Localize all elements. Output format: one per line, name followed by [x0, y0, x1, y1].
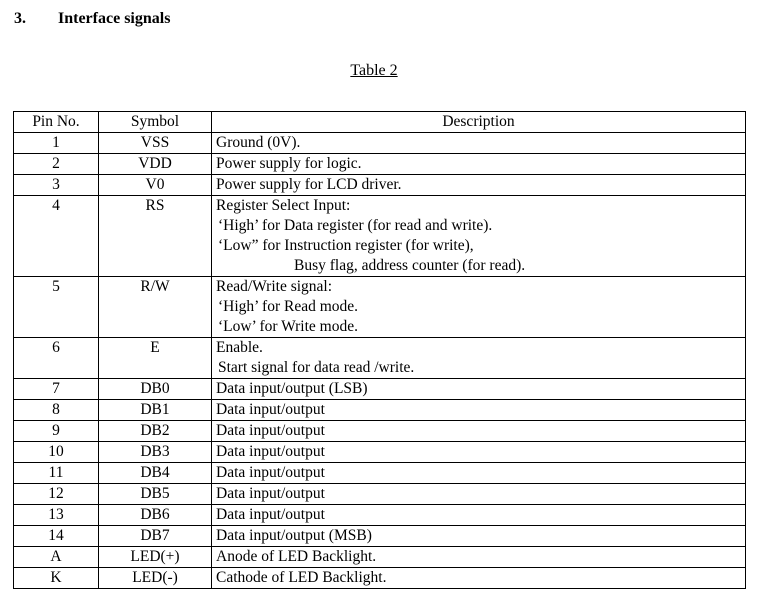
description-cell	[212, 568, 746, 589]
table-caption: Table 2	[350, 62, 398, 79]
description-line: Cathode of LED Backlight.	[216, 569, 387, 586]
pin-number-cell: 7	[14, 379, 99, 400]
header-pin-no: Pin No.	[14, 112, 99, 133]
pin-number-cell: 12	[14, 484, 99, 505]
table-body	[14, 133, 746, 589]
description-line: Data input/output	[216, 485, 325, 502]
description-line: Start signal for data read /write.	[218, 359, 415, 376]
description-line: Anode of LED Backlight.	[216, 548, 377, 565]
table-row	[14, 568, 746, 589]
pin-number-cell: 13	[14, 505, 99, 526]
description-cell	[212, 505, 746, 526]
description-line: Data input/output	[216, 506, 325, 523]
pin-number-cell: 4	[14, 196, 99, 277]
table-row	[14, 400, 746, 421]
section-title: Interface signals	[58, 10, 171, 27]
pin-number-cell: 8	[14, 400, 99, 421]
description-cell	[212, 379, 746, 400]
description-cell	[212, 277, 746, 338]
description-cell	[212, 175, 746, 196]
table-row	[14, 463, 746, 484]
symbol-cell: DB5	[99, 484, 212, 505]
symbol-cell: DB6	[99, 505, 212, 526]
description-cell	[212, 526, 746, 547]
pin-number-cell: 11	[14, 463, 99, 484]
section-heading	[14, 10, 170, 28]
description-line: Data input/output	[216, 422, 325, 439]
description-line: Data input/output	[216, 401, 325, 418]
table-row	[14, 421, 746, 442]
description-cell	[212, 421, 746, 442]
pin-number-cell: 1	[14, 133, 99, 154]
symbol-cell: V0	[99, 175, 212, 196]
pin-number-cell: K	[14, 568, 99, 589]
table-row	[14, 277, 746, 338]
pin-number-cell: A	[14, 547, 99, 568]
description-cell	[212, 463, 746, 484]
section-number: 3.	[14, 10, 26, 27]
symbol-cell: RS	[99, 196, 212, 277]
pin-number-cell: 9	[14, 421, 99, 442]
table-row	[14, 484, 746, 505]
description-line: Busy flag, address counter (for read).	[294, 257, 526, 274]
symbol-cell: VSS	[99, 133, 212, 154]
symbol-cell: DB3	[99, 442, 212, 463]
symbol-cell: DB4	[99, 463, 212, 484]
description-line: Power supply for LCD driver.	[216, 176, 402, 193]
table-row	[14, 379, 746, 400]
table-row	[14, 133, 746, 154]
symbol-cell: LED(+)	[99, 547, 212, 568]
table-caption-wrapper	[0, 62, 778, 80]
description-cell	[212, 154, 746, 175]
pin-number-cell: 5	[14, 277, 99, 338]
description-line: ‘Low” for Instruction register (for write),	[218, 237, 474, 254]
table-row	[14, 442, 746, 463]
table-row	[14, 338, 746, 379]
symbol-cell: LED(-)	[99, 568, 212, 589]
description-line: ‘High’ for Data register (for read and write).	[218, 217, 493, 234]
description-cell	[212, 196, 746, 277]
description-line: Data input/output	[216, 464, 325, 481]
symbol-cell: E	[99, 338, 212, 379]
description-line: Register Select Input:	[216, 197, 351, 214]
table-row	[14, 196, 746, 277]
table-row	[14, 526, 746, 547]
description-line: Power supply for logic.	[216, 155, 362, 172]
description-cell	[212, 484, 746, 505]
description-cell	[212, 547, 746, 568]
symbol-cell: DB0	[99, 379, 212, 400]
pin-number-cell: 6	[14, 338, 99, 379]
description-cell	[212, 442, 746, 463]
description-line: ‘High’ for Read mode.	[218, 298, 359, 315]
table-row	[14, 175, 746, 196]
table-row	[14, 547, 746, 568]
symbol-cell: DB1	[99, 400, 212, 421]
pin-number-cell: 2	[14, 154, 99, 175]
pin-number-cell: 3	[14, 175, 99, 196]
pin-number-cell: 10	[14, 442, 99, 463]
description-line: Read/Write signal:	[216, 278, 333, 295]
pin-number-cell: 14	[14, 526, 99, 547]
description-line: Data input/output (LSB)	[216, 380, 368, 397]
table-row	[14, 154, 746, 175]
symbol-cell: DB7	[99, 526, 212, 547]
header-description: Description	[212, 112, 746, 133]
description-cell	[212, 133, 746, 154]
symbol-cell: R/W	[99, 277, 212, 338]
description-cell	[212, 400, 746, 421]
symbol-cell: DB2	[99, 421, 212, 442]
description-line: Ground (0V).	[216, 134, 301, 151]
table-header-row	[14, 112, 746, 133]
description-cell	[212, 338, 746, 379]
description-line: Data input/output	[216, 443, 325, 460]
symbol-cell: VDD	[99, 154, 212, 175]
table-row	[14, 505, 746, 526]
description-line: Data input/output (MSB)	[216, 527, 372, 544]
interface-signals-table	[13, 111, 746, 589]
description-line: ‘Low’ for Write mode.	[218, 318, 358, 335]
description-line: Enable.	[216, 339, 263, 356]
header-symbol: Symbol	[99, 112, 212, 133]
